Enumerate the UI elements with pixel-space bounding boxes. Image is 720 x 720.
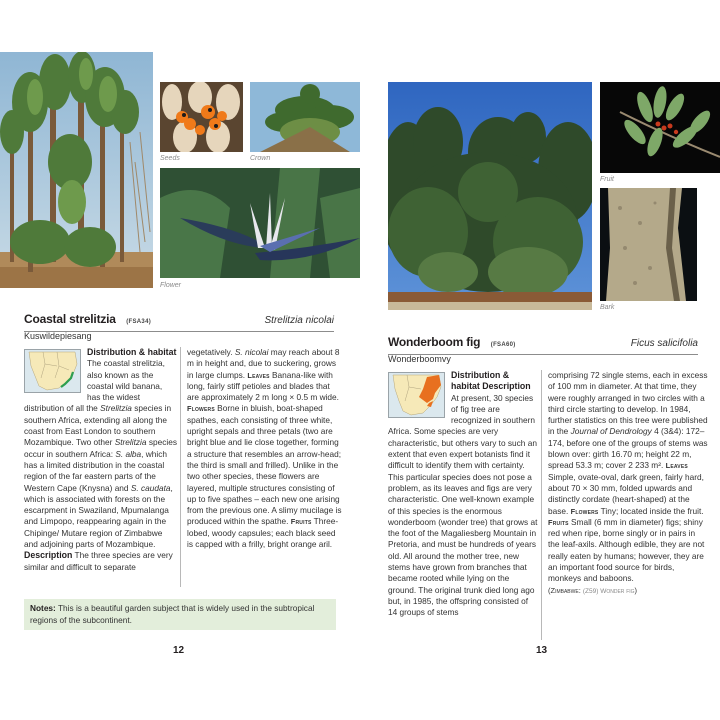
distribution-text: The coastal strelitzia, also known as the coastal wild banana, has the widest distribution of all the (24, 358, 165, 414)
species-common-name: Wonderboom fig (388, 335, 481, 349)
distribution-text-italic: Strelitzia (100, 403, 132, 414)
zimbabwe-label: (Zimbabwe: (548, 585, 583, 595)
notes-box (24, 599, 336, 630)
species-alternate-name: Kuswildepiesang (24, 331, 92, 341)
species-title-row (24, 310, 334, 332)
fruits-label: Fruits (290, 517, 312, 527)
crown-image (250, 82, 360, 152)
distribution-text: species occur in southern Africa: (24, 437, 177, 459)
crown-caption: Crown (250, 155, 271, 162)
description-text: vegetatively. (187, 347, 235, 357)
crown-photo (250, 82, 360, 152)
bark-caption: Bark (600, 304, 615, 311)
species-alternate-name: Wonderboomvy (388, 354, 451, 364)
fruits-text: Small (6 mm in diameter) figs; shiny red when ripe, borne singly or in pairs in the leaf-axils. Although edible, they are not really eaten by humans; however, they are an important food source for birds, monkeys and baboons. (548, 516, 705, 584)
flower-caption: Flower (160, 282, 182, 289)
distribution-text: At present, 30 species of fig tree are recognized in southern Africa. Some species are very characteristic, but others vary to such an extent that even expert botanists find it difficult to identify them with certainty. This particular species does not pose a problem, as its leaves and figs are very characteristic. One well-known example of this species is the enormous wonderboom (wonder tree) that grows at the foot of the Magaliesberg Mountain in Pretoria, and must be hundreds of years old. All around the mother tree, new stems have grown from branches that became rooted while lying on the ground. The original trunk died long ago but, in 1985, the offspring consisted of 14 groups of stems (388, 392, 538, 618)
flowers-label: Flowers (570, 506, 599, 516)
distribution-map (24, 349, 81, 393)
flower-photo (160, 168, 360, 278)
seeds-image (160, 82, 243, 152)
distribution-text-italic: Strelitzia (114, 437, 147, 448)
distribution-text: , which is associated with forests on the escarpment in Swaziland, Mpumalanga and Limpopo, reappearing again in the Chipinge/ Mutare region of Zimbabwe and adjoining parts of Mozambique. (24, 482, 173, 550)
distribution-heading: Distribution & habitat Description (451, 370, 531, 392)
text-column-2 (180, 347, 343, 587)
journal-title: Journal of Dendrology (570, 426, 652, 437)
flowers-text: Borne in bluish, boat-shaped spathes, each consisting of three white, upright sepals and three petals (two are bright blue and lie close together, forming a structure that resembles an arrow-head; the third is small and frilled). Unlike in the two other species, these flowers are layered, multiple structures consisting of up to five spathes – each new one arising from the previous one. A slimy mucilage is produced within the spathe. (187, 403, 342, 527)
distribution-text-italic: S. alba (115, 448, 142, 459)
distribution-map (388, 372, 445, 418)
species-code: (FSA34) (126, 319, 152, 325)
species-title-row (388, 333, 698, 355)
description-heading: Description (24, 550, 73, 561)
species-scientific-name: Ficus salicifolia (630, 338, 698, 349)
distribution-text: , which has a limited distribution in the coastal region of the far eastern parts of the Western Cape (Knysna) and (24, 448, 167, 493)
fruit-photo (600, 82, 720, 173)
description-text-italic: S. nicolai (234, 347, 269, 357)
southern-africa-map-icon (389, 373, 444, 417)
species-common-name-group (24, 310, 151, 328)
zimbabwe-close: ) (634, 585, 638, 595)
bark-image (600, 188, 697, 301)
distribution-text: species in southern Africa, extending all along the coast from East London to southern Mozambique. Two other (24, 403, 172, 448)
distribution-text-italic: S. caudata (130, 482, 171, 493)
fruit-caption: Fruit (600, 176, 614, 183)
southern-africa-map-icon (25, 350, 80, 392)
species-code: (FSA60) (490, 342, 516, 348)
distribution-heading: Distribution & habitat (87, 347, 177, 357)
zimbabwe-reference (548, 586, 637, 595)
wonderboom-main-photo (388, 82, 592, 310)
text-column-1 (24, 347, 177, 573)
species-common-name: Coastal strelitzia (24, 312, 116, 326)
strelitzia-main-photo (0, 52, 153, 288)
notes-text: This is a beautiful garden subject that is widely used in the subtropical regions of the subcontinent. (30, 603, 315, 625)
wonderboom-tree-image (388, 82, 592, 310)
leaves-text: Banana-like with long, fairly stiff petioles and blades that are approximately 2 m long × 0.5 m wide. (187, 369, 339, 403)
flowers-label: Flowers (187, 404, 215, 414)
leaves-label: Leaves (247, 370, 270, 380)
zimbabwe-code: (Z59) Wonder fig (582, 587, 635, 595)
page-number-right: 13 (536, 645, 548, 656)
notes-label: Notes: (30, 603, 56, 613)
leaves-text: Simple, ovate-oval, dark green, fairly hard, about 70 × 30 mm, folded upwards and distinctly cordate (heart-shaped) at the base. (548, 471, 704, 516)
description-text: comprising 72 single stems, each in excess of 100 mm in diameter. At that time, they were roughly arranged in two circles with a third circle starting to develop. In 1984, further statistics on this tree were published in the (548, 370, 708, 437)
fruits-label: Fruits (548, 517, 569, 527)
page-number-left: 12 (173, 645, 185, 656)
seeds-caption: Seeds (160, 155, 180, 162)
description-text: may reach about 8 m in height and, due to suckering, grows in large clumps. (187, 347, 340, 380)
text-column-1 (388, 370, 538, 619)
flowers-text: Tiny; located inside the fruit. (598, 505, 704, 516)
fruits-text: Three-lobed, woody capsules; each black seed is capped with a frilly, bright orange aril. (187, 516, 339, 550)
description-text: 4 (3&4): 172–174, before one of the groups of stems was blown over: girth 16.70 m; height 22 m, spread 53.3 m; cover 2 233 m². (548, 426, 708, 471)
bird-of-paradise-flower-image (160, 168, 360, 278)
text-column-2 (541, 370, 708, 640)
species-scientific-name: Strelitzia nicolai (264, 315, 334, 326)
seeds-photo (160, 82, 243, 152)
species-common-name-group (388, 333, 516, 351)
fig-fruit-image (600, 82, 720, 173)
leaves-label: Leaves (665, 461, 688, 471)
description-text: The three species are very similar and difficult to separate (24, 550, 173, 572)
bark-photo (600, 188, 697, 301)
strelitzia-clump-image (0, 52, 153, 288)
